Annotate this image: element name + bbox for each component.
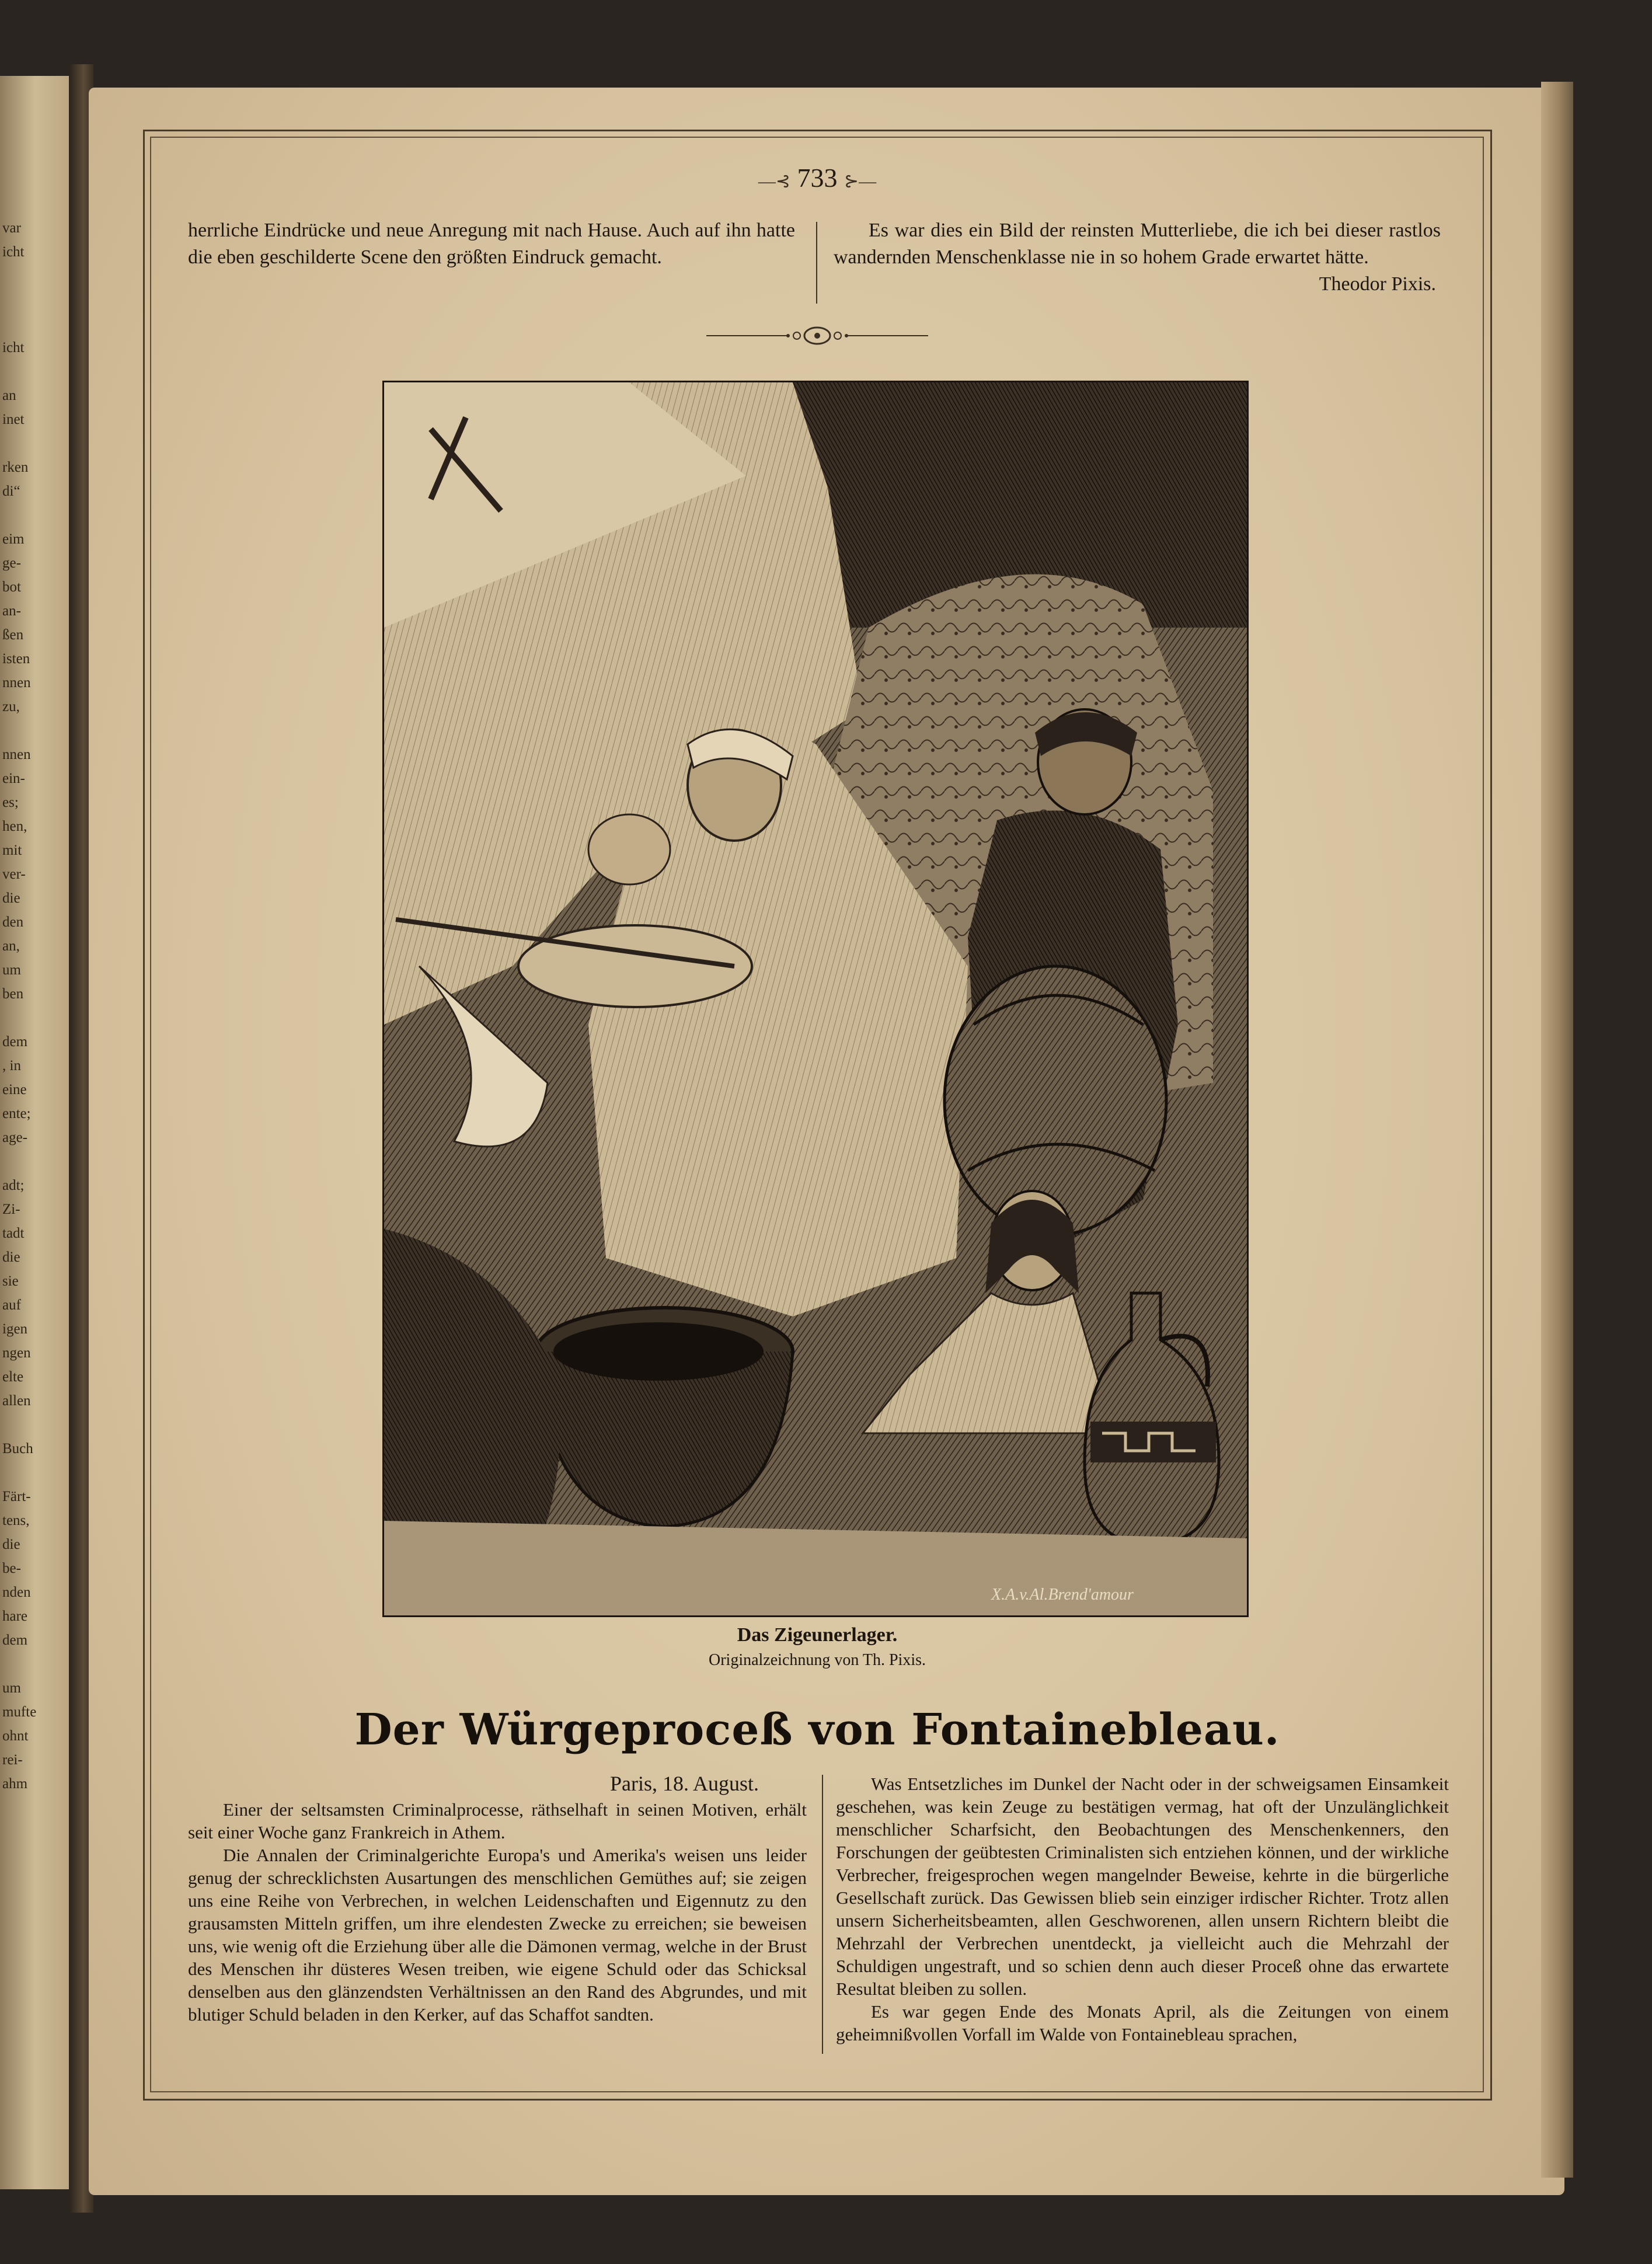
margin-fragment: di“ <box>2 483 20 499</box>
margin-fragment: ben <box>2 986 24 1002</box>
margin-fragment <box>2 1150 29 1173</box>
margin-fragment: inet <box>2 412 25 427</box>
margin-fragment <box>2 1652 29 1676</box>
margin-fragment <box>2 312 29 336</box>
margin-fragment: hare <box>2 1608 28 1624</box>
left-paragraph-1: Einer der seltsamsten Criminalprocesse, räthselhaft in seinen Motiven, erhält seit einer Woche ganz Frankreich in Athem. <box>188 1799 807 1842</box>
margin-fragment: ge- <box>2 555 21 571</box>
illustration-caption-title: Das Zigeunerlager. <box>737 1624 898 1646</box>
margin-fragment: Färt- <box>2 1489 31 1504</box>
page-number-ornament-right: ⊱— <box>844 172 877 191</box>
margin-fragment: tadt <box>2 1225 25 1241</box>
margin-fragment: ohnt <box>2 1728 29 1744</box>
margin-fragment: dem <box>2 1034 28 1050</box>
page-number-ornament-left: —⊰ <box>758 172 790 191</box>
margin-fragment <box>2 1413 29 1437</box>
margin-fragment: age- <box>2 1130 28 1145</box>
margin-fragment: sie <box>2 1273 19 1289</box>
margin-fragment: die <box>2 1537 20 1552</box>
top-right-paragraph: Es war dies ein Bild der reinsten Mutterliebe, die ich bei dieser rastlos wandernden Menschenklasse nie in so hohem Grade erwartet hätte. <box>834 220 1441 268</box>
margin-fragment: icht <box>2 340 25 356</box>
engraving-drawing <box>384 382 1247 1615</box>
margin-fragment <box>2 431 29 455</box>
margin-fragment <box>2 719 29 743</box>
margin-fragment: allen <box>2 1393 31 1409</box>
margin-fragment: rei- <box>2 1752 23 1768</box>
margin-fragment: den <box>2 914 24 930</box>
left-margin-fragments <box>2 216 37 1796</box>
margin-fragment: eim <box>2 531 25 547</box>
margin-fragment: rken <box>2 459 29 475</box>
margin-fragment: dem <box>2 1632 28 1648</box>
left-paragraph-2: Die Annalen der Criminalgerichte Europa's und Amerika's weisen uns leider genug der schrecklichsten Ausartungen des menschlichen Gemüthes auf; sie zeigen uns eine Reihe von Verbrechen, in welchen Leidenschaften und Eigennutz zu den grausamsten Mitteln griffen, um ihre elendesten Zwecke zu erreichen; sie beweisen uns, wie wenig oft die Erziehung über alle die Dämonen vermag, welche in der Brust des Menschen ihr düsteres Wesen treiben, wie eigene Schuld oder das Schicksal denselben aus den glänzendsten Verhältnissen an den Rand des Abgrundes, und mit blutiger Schuld beladen in den Kerker, auf das Schaffot sandten. <box>188 1845 807 2025</box>
separator-ornament <box>700 321 934 350</box>
margin-fragment: Zi- <box>2 1201 20 1217</box>
margin-fragment <box>2 503 29 527</box>
page-number-value: 733 <box>797 163 838 193</box>
margin-fragment: um <box>2 1680 21 1696</box>
margin-fragment: , in <box>2 1058 21 1074</box>
right-paragraph-1: Was Entsetzliches im Dunkel der Nacht oder in der schweigsamen Einsamkeit geschehen, was kein Zeuge zu bestätigen vermag, hat oft der Unzulänglichkeit menschlicher Scharfsicht, den Beobachtungen des Menschenkenners, den Forschungen der geübtesten Criminalisten sich entziehen können, und der wirkliche Verbrecher, freigesprochen wegen mangelnder Beweise, kehrte in die bürgerliche Gesellschaft zurück. Das Gewissen blieb sein einziger irdischer Richter. Trotz allen unsern Sicherheitsbeamten, allen Geschworenen, allen unsern Richtern bleibt die Mehrzahl der Verbrechen unentdeckt, ja vielleicht auch die Mehrzahl der Schuldigen ungestraft, und so schien denn auch dieser Proceß ohne das erwartete Resultat bleiben zu sollen. <box>836 1774 1449 1999</box>
margin-fragment: ahm <box>2 1776 28 1792</box>
margin-fragment: mufte <box>2 1704 37 1720</box>
margin-fragment: bot <box>2 579 21 595</box>
margin-fragment: um <box>2 962 21 978</box>
margin-fragment: ngen <box>2 1345 31 1361</box>
margin-fragment: nnen <box>2 675 31 691</box>
page-number <box>709 162 925 193</box>
margin-fragment: nnen <box>2 747 31 762</box>
margin-fragment: ente; <box>2 1106 31 1121</box>
margin-fragment: igen <box>2 1321 28 1337</box>
margin-fragment: be- <box>2 1561 21 1576</box>
margin-fragment: var <box>2 220 21 236</box>
margin-fragment: eine <box>2 1082 27 1098</box>
article-right-column <box>836 1772 1449 2046</box>
margin-fragment <box>2 360 29 384</box>
margin-fragment: an- <box>2 603 21 619</box>
margin-fragment: an <box>2 388 16 403</box>
margin-fragment: Buch <box>2 1441 33 1457</box>
margin-fragment: isten <box>2 651 30 667</box>
margin-fragment: ein- <box>2 771 25 786</box>
illustration-caption-credit: Originalzeichnung von Th. Pixis. <box>709 1651 926 1669</box>
margin-fragment: icht <box>2 244 25 260</box>
right-paragraph-2: Es war gegen Ende des Monats April, als die Zeitungen von einem geheimnißvollen Vorfall im Walde von Fontainebleau sprachen, <box>836 2001 1449 2044</box>
margin-fragment: elte <box>2 1369 24 1385</box>
article-dateline: Paris, 18. August. <box>610 1772 759 1795</box>
top-left-paragraph: herrliche Eindrücke und neue Anregung mit nach Hause. Auch auf ihn hatte die eben geschilderte Scene den größten Eindruck gemacht. <box>188 220 795 268</box>
margin-fragment: an, <box>2 938 20 954</box>
margin-fragment: mit <box>2 842 22 858</box>
margin-fragment: nden <box>2 1584 31 1600</box>
engraver-signature: X.A.v.Al.Brend'amour <box>991 1586 1134 1604</box>
margin-fragment: die <box>2 890 20 906</box>
margin-fragment: adt; <box>2 1178 25 1193</box>
margin-fragment: auf <box>2 1297 21 1313</box>
page-stack-edge <box>1541 82 1573 2178</box>
margin-fragment: tens, <box>2 1513 30 1528</box>
margin-fragment: hen, <box>2 818 27 834</box>
top-author: Theodor Pixis. <box>1319 273 1436 295</box>
margin-fragment <box>2 1006 29 1030</box>
margin-fragment <box>2 1461 29 1485</box>
margin-fragment: die <box>2 1249 20 1265</box>
article-headline: Der Würgeproceß von Fontainebleau. <box>354 1705 1280 1755</box>
margin-fragment: es; <box>2 795 19 810</box>
margin-fragment: ßen <box>2 627 24 643</box>
margin-fragment <box>2 264 29 288</box>
article-column-rule <box>822 1775 823 2054</box>
margin-fragment: ver- <box>2 866 26 882</box>
article-left-column <box>188 1798 807 2026</box>
top-column-rule <box>816 222 817 304</box>
margin-fragment <box>2 288 29 312</box>
margin-fragment: zu, <box>2 699 20 715</box>
engraving-gypsy-camp <box>382 381 1249 1617</box>
